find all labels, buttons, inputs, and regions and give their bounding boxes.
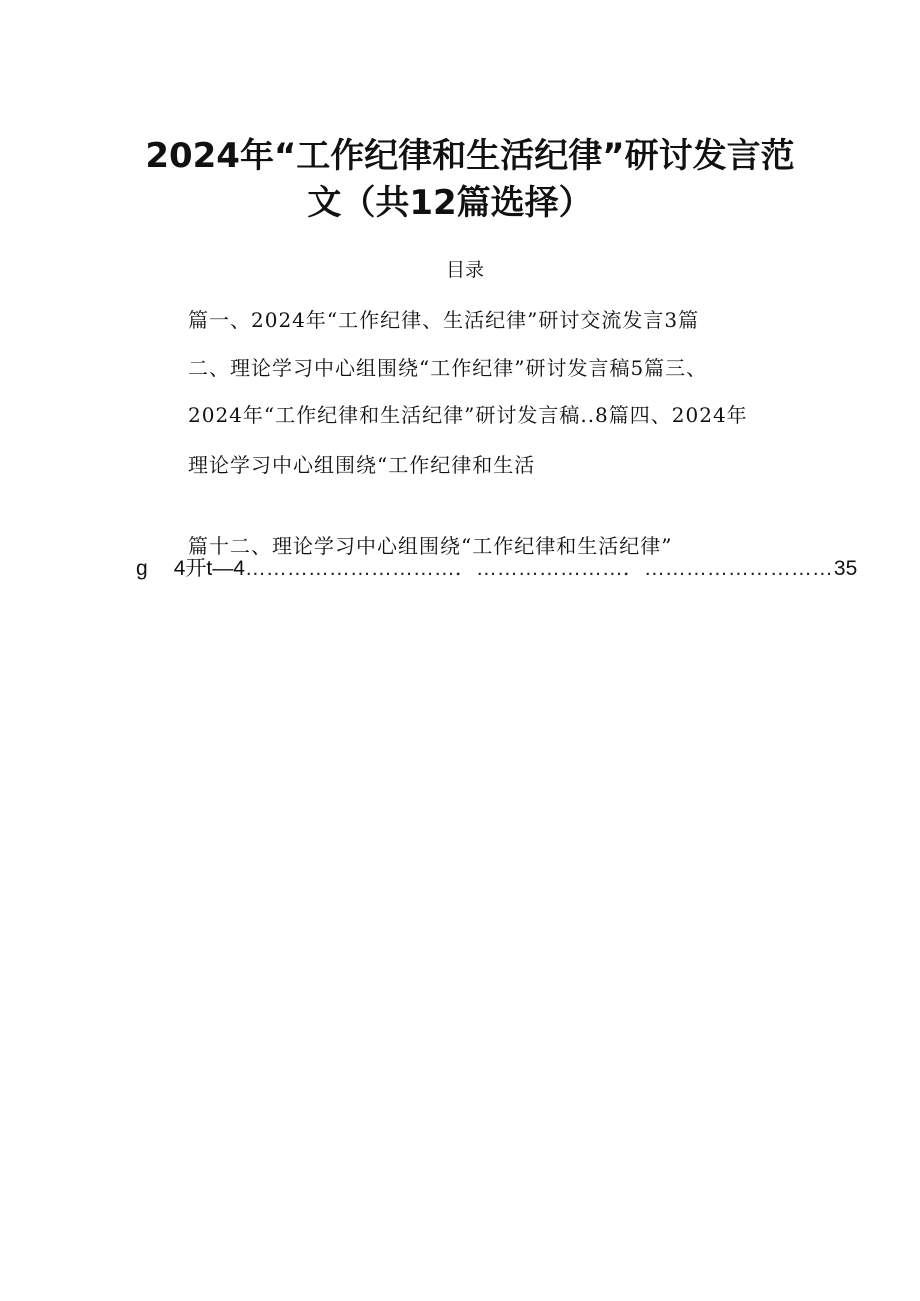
toc-page-number: 35 <box>833 557 858 580</box>
document-title-line-1: 2024年“工作纪律和生活纪律”研讨发言范 <box>145 136 795 176</box>
toc-entry-last <box>136 556 857 582</box>
toc-heading: 目录 <box>445 259 484 281</box>
document-title-line-2: 文（共12篇选择） <box>307 183 593 223</box>
toc-line: 二、理论学习中心组围绕“工作纪律”研讨发言稿5篇三、 <box>188 356 708 380</box>
toc-line: 理论学习中心组围绕“工作纪律和生活 <box>188 453 536 477</box>
toc-entry-text: 4开t—4 <box>173 557 245 580</box>
toc-entry-prefix: g <box>136 557 148 580</box>
toc-dot-leader: …………………………．…………………．……………………… <box>244 557 833 580</box>
toc-line: 2024年“工作纪律和生活纪律”研讨发言稿..8篇四、2024年 <box>188 403 748 427</box>
toc-line: 篇十二、理论学习中心组围绕“工作纪律和生活纪律” <box>188 534 673 558</box>
toc-line: 篇一、2024年“工作纪律、生活纪律”研讨交流发言3篇 <box>188 308 700 332</box>
